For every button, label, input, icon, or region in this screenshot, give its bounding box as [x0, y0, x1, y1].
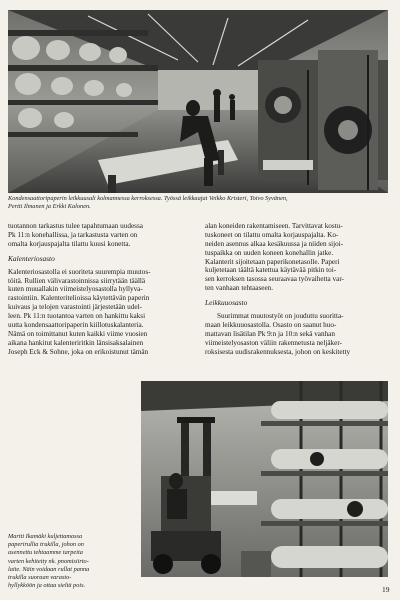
- text-line: Pk 11:n konehallissa, ja tarkastusta varten on: [8, 230, 138, 239]
- text-line: kuljetetaan täältä katettua käytävää pitkin toi-: [205, 266, 337, 275]
- text-line: töitä. Rullien välivarastoinnissa siirrytään täällä: [8, 276, 146, 285]
- photo1-caption: [8, 195, 390, 211]
- section-heading: Leikkuuosasto: [205, 298, 248, 308]
- photo2-caption: [8, 533, 136, 590]
- text-line: aikana hankitut kalenteriritkin länsisaksalainen: [8, 338, 144, 347]
- text-line: Joseph Eck & Sohne, joka on erikoistunut tämän: [8, 347, 149, 356]
- caption-line: varten kehitetty nk. pnomisiirto-: [8, 557, 89, 565]
- text-line: kuivaus ja telojen varastointi järjestetään udel-: [8, 303, 142, 312]
- caption-line: Pertti Ilmanen ja Erkki Kalonen.: [8, 203, 91, 211]
- text-line: ten vanhaan tehtaaseen.: [205, 284, 274, 293]
- text-line: sen kerroksen tasossa seuraavaa työvaihetta var-: [205, 275, 344, 284]
- text-line: omalta korjauspajalta tilattu kuusi konetta.: [8, 239, 131, 248]
- caption-line: asennettu tehtaamme tarpeita: [8, 549, 83, 557]
- caption-line: Martti Ikamäki kuljettamassa: [8, 533, 83, 540]
- text-line: alan koneiden rakentamiseen. Tarvittavat kostu-: [205, 222, 343, 230]
- text-line: Kalenteriosastolla ei suoriteta suurempia muutos-: [8, 267, 151, 276]
- text-line: rastointiin. Kalenteritelioissa käytettävän paperin: [8, 294, 150, 303]
- text-line: tuotannon tarkastus tulee tapahtumaan uudessa: [8, 222, 143, 230]
- text-line: tuspaikka on uuden koneen konehallin jatke.: [205, 248, 334, 257]
- section-heading: Kalenteriosasto: [8, 253, 55, 263]
- text-line: mattavan lisätilan Pk 9:n ja 10:n sekä vanhan: [205, 329, 335, 338]
- text-line: uutta kondensaattoripaperin kiillotuskalanteria.: [8, 321, 144, 330]
- text-line: roksisesta uudisrakennuksesta, johon on keskitetty: [205, 347, 351, 356]
- text-line: tuskoneet on tilattu omalta korjauspajalta. Ko-: [205, 230, 339, 239]
- caption-line: laite. Näin voidaan rullat panna: [8, 565, 90, 573]
- caption-line: trukilla suoraan varasto-: [8, 574, 72, 582]
- text-line: Kalanterit sijoitetaan paperikonetasolle. Paperi: [205, 257, 340, 266]
- text-line: viimeistelyosaston väliin rakennetusta neljäker-: [205, 338, 342, 347]
- caption-line: hyllykköön ja ottaa sieltä pois.: [8, 582, 86, 590]
- text-line: kuten muuallakin viimeistelyosastolla hyllyva-: [8, 285, 143, 294]
- right-text-column: [205, 222, 390, 357]
- text-line: neiden asennus alkaa kesäkuussa ja niiden sijoi-: [205, 239, 344, 248]
- page-number: 19: [382, 585, 390, 594]
- text-line: Nämä on toimittanut kuten kaikki viime vuosien: [8, 329, 148, 338]
- text-line: maan leikkuuosastolla. Osasto on saanut huo-: [205, 321, 337, 330]
- left-text-column: [8, 222, 194, 357]
- cutting-hall-photo: [8, 10, 388, 193]
- caption-line: paperirullia trukilla, johon on: [8, 541, 84, 549]
- caption-line: Kondensaattoripaperin leikkuusali kolmannessa kerroksessa. Työssä leikkaajat Veikko Kristeri, Toivo Syvänen,: [8, 195, 288, 202]
- forklift-photo: [141, 381, 388, 577]
- text-line: Suurimmat muutostyöt on jouduttu suoritta-: [217, 312, 344, 321]
- text-line: leen. Pk 11:n tuotantoa varten on hankittu kaksi: [8, 312, 146, 321]
